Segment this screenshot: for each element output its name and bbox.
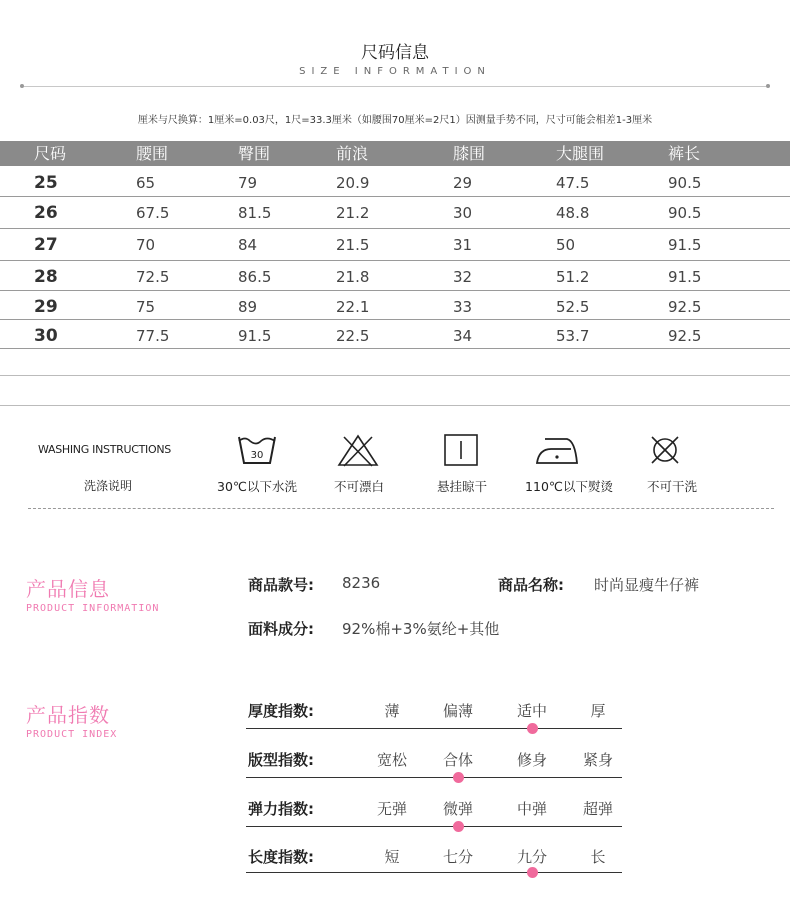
index-option: 微弹	[442, 800, 473, 818]
page-subtitle: SIZE INFORMATION	[299, 66, 491, 77]
measure-cell: 90.5	[668, 174, 702, 192]
measure-cell: 72.5	[136, 268, 170, 286]
size-cell: 29	[34, 297, 58, 317]
header-cell: 前浪	[336, 144, 369, 163]
index-option: 长	[590, 848, 606, 866]
header-cell: 裤长	[668, 144, 701, 163]
measure-cell: 47.5	[556, 174, 590, 192]
measure-cell: 84	[238, 236, 258, 254]
measure-cell: 30	[453, 204, 473, 222]
size-cell: 25	[34, 173, 58, 193]
index-label: 长度指数:	[248, 848, 314, 866]
wash-label: 30℃以下水洗	[217, 479, 297, 494]
size-cell: 26	[34, 203, 58, 223]
measure-cell: 91.5	[238, 327, 272, 345]
product-info-title: 产品信息	[26, 577, 110, 601]
measure-cell: 67.5	[136, 204, 170, 222]
dry-clean-label: 不可干洗	[646, 479, 697, 494]
measure-cell: 86.5	[238, 268, 272, 286]
unit-conversion-note: 厘米与尺换算：1厘米=0.03尺，1尺=33.3厘米（如腰围70厘米=2尺1）因测量手势不同，尺寸可能会相差1-3厘米	[137, 115, 653, 126]
index-option: 紧身	[582, 751, 613, 769]
index-option: 合体	[442, 751, 473, 769]
style-number-label: 商品款号:	[248, 576, 314, 594]
washing-title-en: WASHING INSTRUCTIONS	[38, 443, 171, 456]
no-dry-clean-icon	[648, 433, 682, 467]
measure-cell: 48.8	[556, 204, 590, 222]
no-bleach-icon	[336, 433, 380, 467]
index-marker	[527, 723, 538, 734]
index-option: 厚	[590, 702, 606, 720]
measure-cell: 65	[136, 174, 156, 192]
fabric-label: 面料成分:	[248, 620, 314, 638]
divider-dot-right	[766, 84, 770, 88]
index-label: 版型指数:	[248, 751, 314, 769]
index-track	[246, 728, 622, 729]
index-option: 适中	[516, 702, 547, 720]
index-track	[246, 826, 622, 827]
size-row	[0, 291, 790, 320]
measure-cell: 52.5	[556, 298, 590, 316]
size-cell: 27	[34, 235, 58, 255]
product-index-title: 产品指数	[26, 703, 110, 727]
measure-cell: 79	[238, 174, 258, 192]
measure-cell: 90.5	[668, 204, 702, 222]
measure-cell: 21.2	[336, 204, 370, 222]
measure-cell: 31	[453, 236, 473, 254]
table-divider	[0, 375, 790, 376]
product-name-label: 商品名称:	[498, 576, 564, 594]
index-option: 偏薄	[442, 702, 473, 720]
index-option: 薄	[384, 702, 400, 720]
style-number-value: 8236	[342, 574, 381, 592]
measure-cell: 70	[136, 236, 156, 254]
measure-cell: 22.5	[336, 327, 370, 345]
size-table-header	[0, 141, 790, 166]
index-marker	[453, 772, 464, 783]
index-track	[246, 777, 622, 778]
index-option: 九分	[516, 848, 547, 866]
washing-title-cn: 洗涤说明	[84, 479, 133, 493]
table-divider	[0, 405, 790, 406]
index-option: 七分	[442, 848, 473, 866]
bleach-label: 不可漂白	[333, 479, 384, 494]
product-name-value: 时尚显瘦牛仔裤	[594, 576, 700, 594]
header-cell: 臀围	[238, 144, 271, 163]
product-info-subtitle: PRODUCT INFORMATION	[26, 603, 160, 614]
size-cell: 30	[34, 326, 58, 346]
size-row	[0, 167, 790, 197]
hang-dry-icon	[443, 433, 479, 467]
measure-cell: 75	[136, 298, 156, 316]
measure-cell: 89	[238, 298, 258, 316]
measure-cell: 21.8	[336, 268, 370, 286]
index-label: 厚度指数:	[248, 702, 314, 720]
measure-cell: 50	[556, 236, 576, 254]
measure-cell: 92.5	[668, 327, 702, 345]
page-title: 尺码信息	[361, 43, 429, 63]
measure-cell: 91.5	[668, 268, 702, 286]
measure-cell: 21.5	[336, 236, 370, 254]
index-label: 弹力指数:	[248, 800, 314, 818]
header-cell: 膝围	[453, 144, 486, 163]
measure-cell: 33	[453, 298, 473, 316]
measure-cell: 91.5	[668, 236, 702, 254]
dry-label: 悬挂晾干	[436, 479, 487, 494]
size-row	[0, 229, 790, 261]
size-row	[0, 197, 790, 229]
size-row	[0, 261, 790, 291]
size-cell: 28	[34, 267, 58, 287]
measure-cell: 20.9	[336, 174, 370, 192]
measure-cell: 81.5	[238, 204, 272, 222]
header-cell: 大腿围	[556, 144, 605, 163]
index-option: 中弹	[516, 800, 547, 818]
wash-30-icon	[236, 433, 278, 467]
measure-cell: 77.5	[136, 327, 170, 345]
measure-cell: 51.2	[556, 268, 590, 286]
section-divider	[28, 508, 774, 509]
index-option: 超弹	[582, 800, 613, 818]
index-marker	[527, 867, 538, 878]
header-cell: 尺码	[34, 144, 67, 163]
index-option: 无弹	[376, 800, 407, 818]
index-option: 修身	[516, 751, 547, 769]
measure-cell: 92.5	[668, 298, 702, 316]
header-cell: 腰围	[136, 144, 169, 163]
size-row	[0, 320, 790, 349]
fabric-value: 92%棉+3%氨纶+其他	[342, 620, 500, 638]
iron-icon	[533, 433, 583, 467]
measure-cell: 29	[453, 174, 473, 192]
measure-cell: 34	[453, 327, 473, 345]
wash-temperature: 30	[250, 450, 264, 461]
header-divider	[24, 86, 766, 87]
index-option: 短	[384, 848, 400, 866]
index-track	[246, 872, 622, 873]
measure-cell: 22.1	[336, 298, 370, 316]
measure-cell: 32	[453, 268, 473, 286]
iron-label: 110℃以下熨烫	[525, 479, 613, 494]
measure-cell: 53.7	[556, 327, 590, 345]
index-marker	[453, 821, 464, 832]
index-option: 宽松	[376, 751, 407, 769]
product-index-subtitle: PRODUCT INDEX	[26, 729, 118, 740]
